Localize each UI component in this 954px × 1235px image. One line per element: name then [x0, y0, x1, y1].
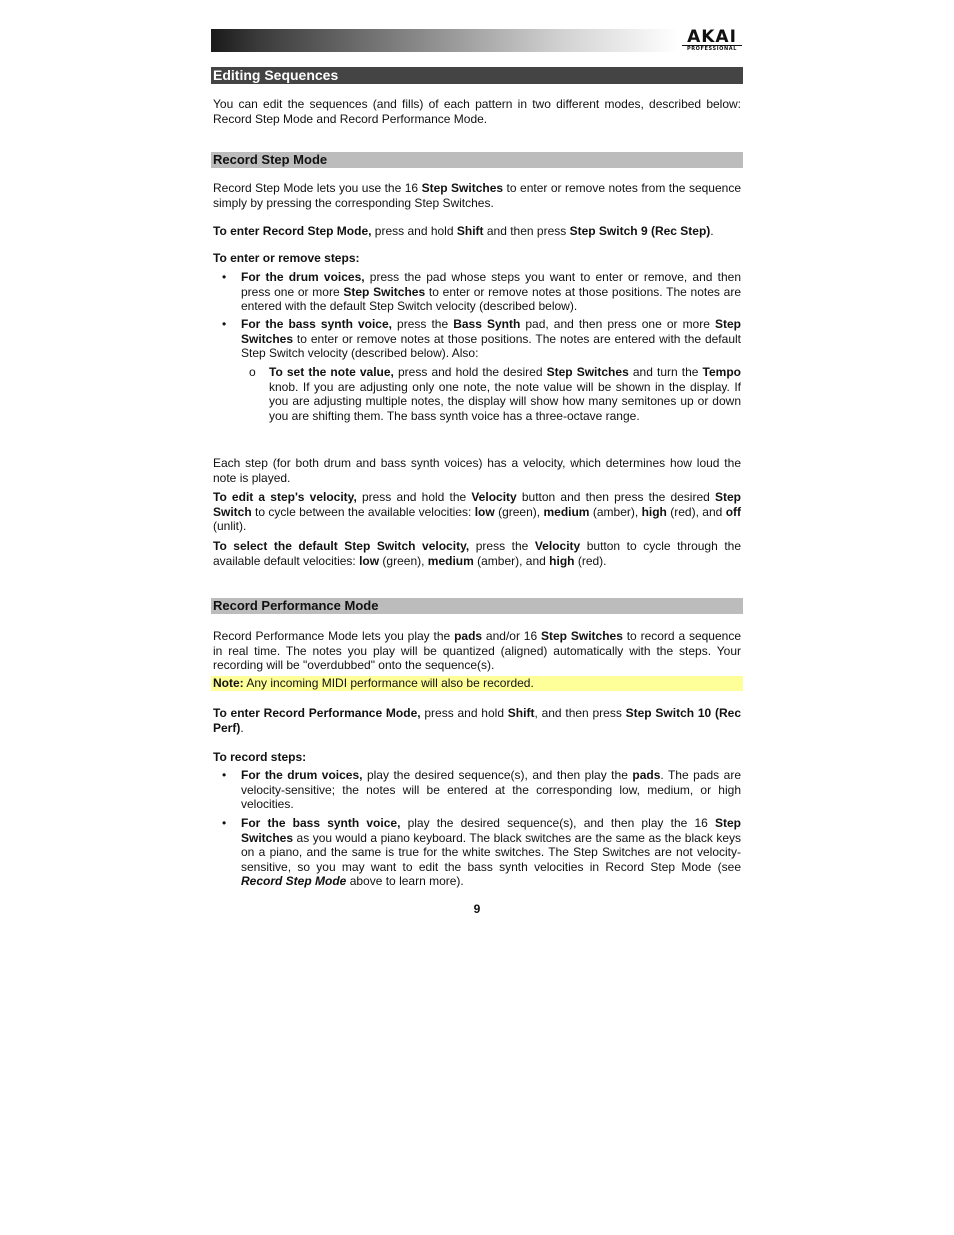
midi-note-callout: Note: Any incoming MIDI performance will also be recorded. — [211, 676, 743, 691]
logo-subtitle: PROFESSIONAL — [682, 45, 742, 52]
rsm-edit-velocity: To edit a step's velocity, press and hold the Velocity button and then press the desired Step Switch to cycle between the available velocities: low (green), medium (amber), high (red), and off (unlit). — [213, 490, 742, 534]
record-step-mode-heading: Record Step Mode — [211, 152, 743, 168]
header-gradient-bar — [211, 29, 679, 52]
rsm-sub-bullet-note-value: To set the note value, press and hold the desired Step Switches and turn the Tempo knob. If you are adjusting only one note, the note value will be shown in the display. If you are adjusting multiple notes, the display will show how many semitones up or down you are shifting them. The bass synth voice has a three-octave range. — [269, 365, 741, 423]
rpm-bullet-drum: For the drum voices, play the desired sequence(s), and then play the pads. The pads are velocity-sensitive; the notes will be entered at the corresponding low, medium, or high velocities. — [241, 768, 741, 812]
akai-logo — [682, 27, 742, 52]
rsm-bullet-bass: For the bass synth voice, press the Bass Synth pad, and then press one or more Step Switches to enter or remove notes at those positions. The notes are entered with the default Step Switch velocity (described below). Also: — [241, 317, 741, 361]
rpm-paragraph-1: Record Performance Mode lets you play the pads and/or 16 Step Switches to record a sequence in real time. The notes you play will be quantized (aligned) automatically with the steps. Your recording will be "overdubbed" onto the sequence(s). — [213, 629, 742, 673]
bullet-marker: • — [222, 768, 227, 782]
rsm-default-velocity: To select the default Step Switch velocity, press the Velocity button to cycle through the available default velocities: low (green), medium (amber), and high (red). — [213, 539, 741, 568]
bullet-marker: • — [222, 270, 227, 284]
rpm-bullet-bass: For the bass synth voice, play the desired sequence(s), and then play the 16 Step Switches as you would a piano keyboard. The black switches are the same as the black keys on a piano, and the same is true for the white switches. The Step Switches are not velocity-sensitive, so you may want to edit the bass synth velocities in Record Step Mode (see Record Step Mode above to learn more). — [241, 816, 741, 889]
intro-paragraph: You can edit the sequences (and fills) of each pattern in two different modes, described below: Record Step Mode and Record Performance Mode. — [213, 97, 741, 126]
rsm-steps-subheading: To enter or remove steps: — [213, 251, 360, 265]
rsm-velocity-paragraph: Each step (for both drum and bass synth voices) has a velocity, which determines how loud the note is played. — [213, 456, 741, 485]
bullet-marker: • — [222, 317, 227, 331]
sub-bullet-marker: o — [249, 365, 256, 379]
rsm-paragraph-1: Record Step Mode lets you use the 16 Step Switches to enter or remove notes from the sequence simply by pressing the corresponding Step Switches. — [213, 181, 741, 210]
rsm-bullet-drum: For the drum voices, press the pad whose steps you want to enter or remove, and then press one or more Step Switches to enter or remove notes at those positions. The notes are entered with the default Step Switch velocity (described below). — [241, 270, 742, 314]
page-number: 9 — [473, 902, 481, 916]
rsm-enter-instruction: To enter Record Step Mode, press and hold Shift and then press Step Switch 9 (Rec Step). — [213, 224, 714, 238]
logo-wordmark: AKAI — [687, 27, 737, 47]
rpm-enter-instruction: To enter Record Performance Mode, press and hold Shift, and then press Step Switch 10 (Rec Perf). — [213, 706, 741, 735]
record-performance-mode-heading: Record Performance Mode — [211, 598, 743, 614]
bullet-marker: • — [222, 816, 227, 830]
section-title: Editing Sequences — [211, 67, 743, 84]
rpm-steps-subheading: To record steps: — [213, 750, 307, 764]
